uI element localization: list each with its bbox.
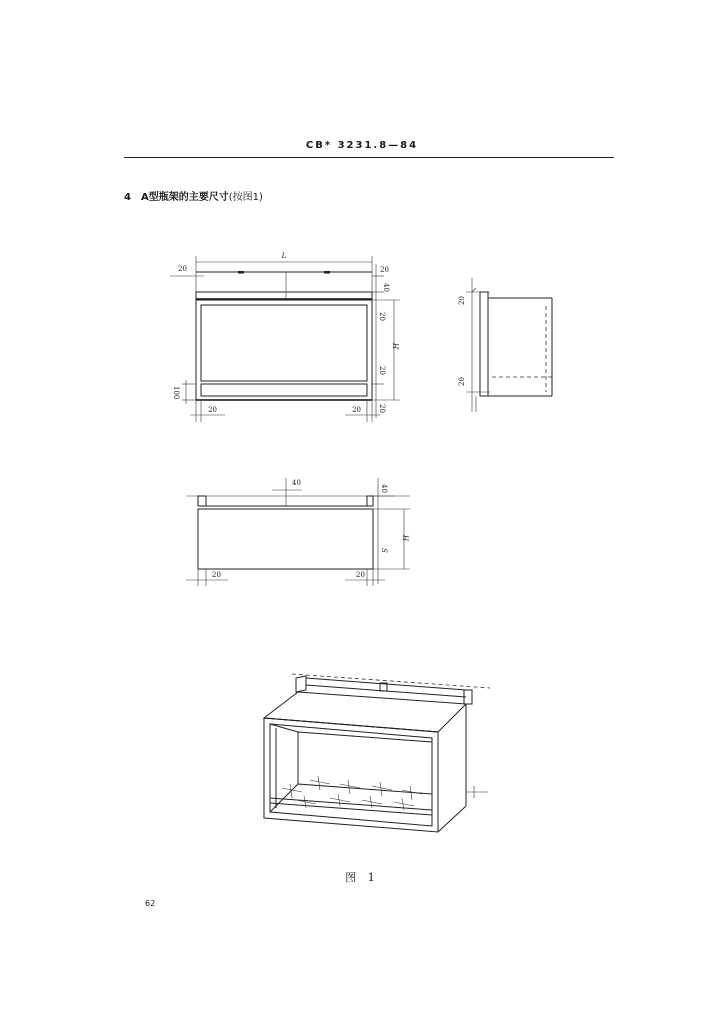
dim-left-top: 20	[178, 265, 187, 273]
dim-length-L: L	[281, 252, 287, 260]
side-dim-upper: 20	[458, 296, 466, 305]
dim-bottom-right: 20	[352, 406, 361, 414]
side-view	[458, 278, 552, 412]
page-number: 62	[145, 899, 156, 908]
plan-dim-top-right: 40	[380, 484, 388, 493]
section-number: 4	[124, 192, 131, 203]
section-title: A型瓶架的主要尺寸	[140, 192, 229, 203]
dim-right-20-lower: 20	[378, 366, 386, 375]
plan-dim-top-center: 40	[292, 479, 301, 487]
document-code: CB* 3231.8—84	[305, 140, 419, 151]
dim-right-bottom: 20	[378, 404, 386, 413]
dim-right-top: 20	[380, 266, 389, 274]
plan-view	[186, 478, 410, 586]
side-dim-lower: 20	[458, 377, 466, 386]
isometric-view	[264, 674, 490, 832]
dim-bottom-left: 20	[208, 406, 217, 414]
dim-height-H: H	[391, 343, 399, 350]
dim-right-40: 40	[382, 283, 390, 292]
dim-left-side: 100	[172, 386, 180, 400]
plan-dim-bottom-left: 20	[212, 571, 221, 579]
front-view	[170, 252, 400, 422]
plan-dim-height-H: H	[401, 535, 409, 542]
figure-caption: 图 1	[345, 871, 379, 884]
section-reference: (按图1)	[228, 192, 263, 203]
plan-dim-s: S	[380, 548, 388, 553]
dim-right-20-upper: 20	[378, 312, 386, 321]
plan-dim-bottom-right: 20	[356, 571, 365, 579]
